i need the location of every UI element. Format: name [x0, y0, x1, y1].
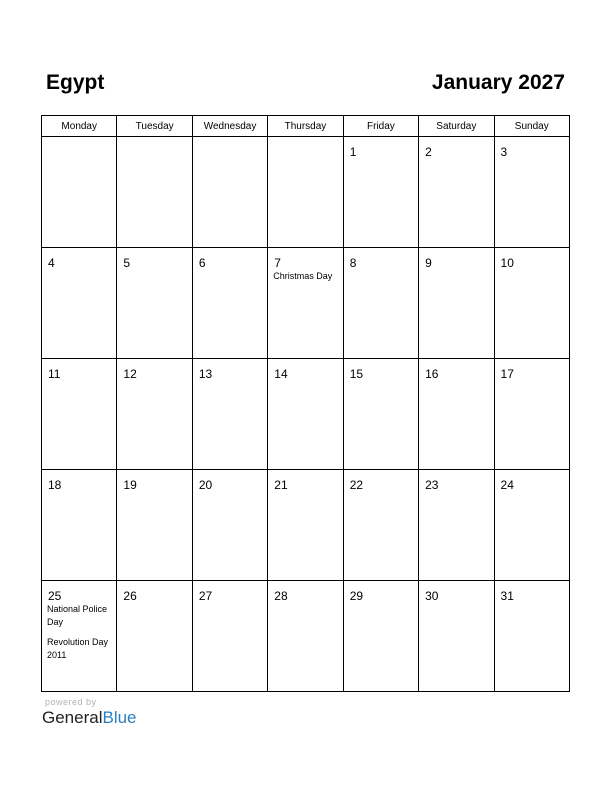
day-number: 4 — [48, 256, 55, 270]
day-cell — [117, 137, 192, 248]
month-year-title: January 2027 — [431, 71, 565, 94]
day-number: 14 — [274, 367, 288, 381]
day-cell — [268, 581, 343, 692]
weekday-header: Friday — [343, 116, 418, 137]
weekday-header: Thursday — [268, 116, 343, 137]
day-cell — [42, 248, 117, 359]
day-cell — [117, 359, 192, 470]
day-number: 12 — [123, 367, 137, 381]
holiday-label: Christmas Day — [273, 271, 333, 281]
calendar-body — [42, 137, 570, 692]
day-cell — [419, 470, 494, 581]
day-cell — [268, 248, 343, 359]
day-number: 24 — [500, 478, 514, 492]
day-cell — [494, 248, 569, 359]
day-cell — [192, 470, 267, 581]
day-number: 10 — [500, 256, 514, 270]
day-number: 3 — [500, 145, 508, 159]
day-cell — [42, 470, 117, 581]
day-cell — [117, 248, 192, 359]
weekday-header-row — [42, 116, 570, 137]
day-number: 26 — [123, 589, 137, 603]
day-number: 8 — [349, 256, 357, 270]
weekday-header: Tuesday — [117, 116, 192, 137]
holiday-label: National Police Day — [47, 604, 108, 627]
country-title: Egypt — [46, 71, 105, 94]
day-number: 6 — [198, 256, 206, 270]
day-cell — [117, 470, 192, 581]
day-cell — [343, 359, 418, 470]
calendar-grid — [41, 115, 570, 692]
brand-general-text: General — [42, 708, 103, 727]
day-cell — [494, 470, 569, 581]
day-cell — [419, 248, 494, 359]
brand-blue-text: Blue — [102, 708, 137, 727]
day-number: 16 — [425, 367, 439, 381]
day-number: 2 — [425, 145, 432, 159]
week-row — [42, 470, 570, 581]
powered-by-label: powered by — [45, 697, 97, 707]
day-cell — [419, 359, 494, 470]
weekday-header: Sunday — [494, 116, 569, 137]
day-cell — [192, 248, 267, 359]
day-cell — [494, 581, 569, 692]
day-cell — [192, 359, 267, 470]
day-number: 28 — [274, 589, 288, 603]
day-cell — [42, 137, 117, 248]
day-cell — [343, 137, 418, 248]
day-cell — [494, 359, 569, 470]
day-number: 11 — [48, 367, 61, 381]
day-cell — [268, 137, 343, 248]
day-cell — [419, 137, 494, 248]
day-cell — [42, 359, 117, 470]
day-number: 31 — [500, 589, 514, 603]
generalblue-logo — [42, 708, 137, 728]
day-number: 29 — [349, 589, 364, 603]
day-number: 13 — [198, 367, 213, 381]
weekday-header: Wednesday — [192, 116, 267, 137]
day-number: 9 — [425, 256, 432, 270]
day-cell — [192, 581, 267, 692]
week-row — [42, 137, 570, 248]
day-number: 19 — [123, 478, 137, 492]
day-number: 21 — [274, 478, 288, 492]
day-number: 5 — [123, 256, 131, 270]
day-cell — [192, 137, 267, 248]
weekday-header: Monday — [42, 116, 117, 137]
day-number: 1 — [349, 145, 357, 159]
day-number: 17 — [500, 367, 514, 381]
day-number: 30 — [425, 589, 439, 603]
day-cell — [343, 248, 418, 359]
week-row — [42, 359, 570, 470]
day-number: 22 — [349, 478, 364, 492]
day-number: 25 — [48, 589, 62, 603]
day-number: 15 — [349, 367, 364, 381]
day-cell — [268, 470, 343, 581]
day-number: 20 — [198, 478, 213, 492]
day-number: 27 — [198, 589, 213, 603]
day-cell — [343, 581, 418, 692]
day-number: 23 — [425, 478, 439, 492]
day-cell — [117, 581, 192, 692]
day-cell — [268, 359, 343, 470]
day-cell — [42, 581, 117, 692]
day-number: 18 — [48, 478, 62, 492]
holiday-label: Revolution Day 2011 — [47, 637, 109, 660]
day-cell — [494, 137, 569, 248]
weekday-header: Saturday — [419, 116, 494, 137]
day-cell — [419, 581, 494, 692]
day-number: 7 — [274, 256, 281, 270]
week-row — [42, 581, 570, 692]
week-row — [42, 248, 570, 359]
day-cell — [343, 470, 418, 581]
